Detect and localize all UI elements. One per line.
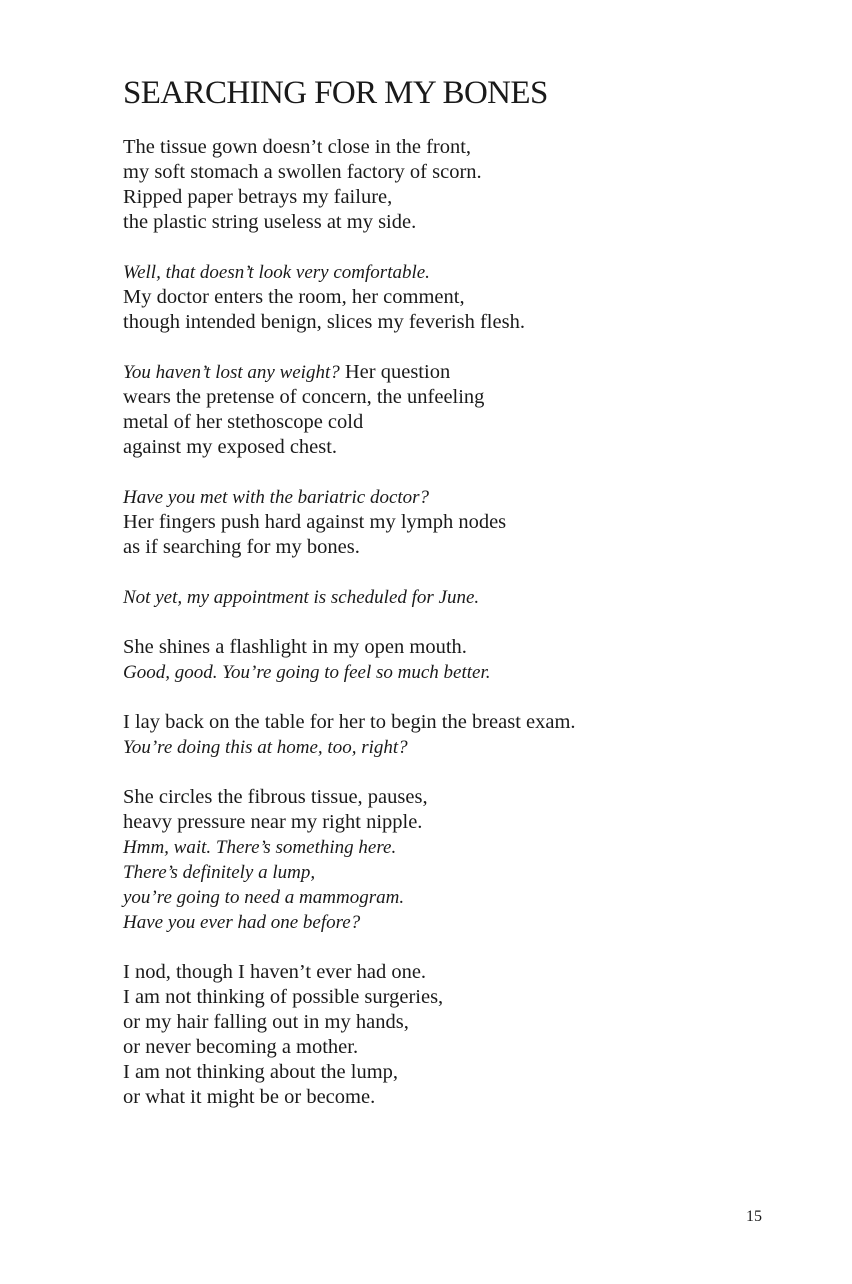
italic-speech: Have you met with the bariatric doctor? <box>123 487 430 508</box>
poem-body <box>123 135 763 1135</box>
poem-line <box>123 210 763 235</box>
poem-line <box>123 860 763 885</box>
poem-line <box>123 585 763 610</box>
poem-line <box>123 735 763 760</box>
poem-line <box>123 785 763 810</box>
italic-speech: There’s definitely a lump, <box>123 862 316 883</box>
page-number: 15 <box>746 1208 762 1225</box>
line-text: my soft stomach a swollen factory of scorn. <box>123 161 482 183</box>
poem-line <box>123 360 763 385</box>
poem-line <box>123 1060 763 1085</box>
line-text: I nod, though I haven’t ever had one. <box>123 961 427 983</box>
line-text: She circles the fibrous tissue, pauses, <box>123 786 428 808</box>
line-text: Ripped paper betrays my failure, <box>123 186 393 208</box>
poem-line <box>123 635 763 660</box>
poem-line <box>123 985 763 1010</box>
italic-speech: Have you ever had one before? <box>123 912 361 933</box>
line-text: the plastic string useless at my side. <box>123 211 417 233</box>
poem-line <box>123 910 763 935</box>
poem-line <box>123 410 763 435</box>
line-text: wears the pretense of concern, the unfeeling <box>123 386 485 408</box>
line-text: or my hair falling out in my hands, <box>123 1011 409 1033</box>
italic-speech: Hmm, wait. There’s something here. <box>123 837 397 858</box>
italic-speech: Not yet, my appointment is scheduled for June. <box>123 587 480 608</box>
poem-line <box>123 160 763 185</box>
line-text: I lay back on the table for her to begin the breast exam. <box>123 711 576 733</box>
stanza <box>123 785 763 935</box>
line-text: as if searching for my bones. <box>123 536 360 558</box>
poem-line <box>123 485 763 510</box>
poem-line <box>123 960 763 985</box>
poem-line <box>123 1035 763 1060</box>
poem-line <box>123 510 763 535</box>
line-text: against my exposed chest. <box>123 436 338 458</box>
poem-line <box>123 310 763 335</box>
poem-line <box>123 135 763 160</box>
line-text: I am not thinking of possible surgeries, <box>123 986 444 1008</box>
poem-line <box>123 810 763 835</box>
poem-line <box>123 1085 763 1110</box>
poem-line <box>123 885 763 910</box>
poem-line <box>123 185 763 210</box>
line-text: or never becoming a mother. <box>123 1036 359 1058</box>
poem-line <box>123 660 763 685</box>
line-text: Her fingers push hard against my lymph nodes <box>123 511 507 533</box>
line-text: My doctor enters the room, her comment, <box>123 286 465 308</box>
line-text: She shines a flashlight in my open mouth. <box>123 636 467 658</box>
stanza <box>123 135 763 235</box>
poem-line <box>123 710 763 735</box>
poem-line <box>123 835 763 860</box>
poem-line <box>123 535 763 560</box>
stanza <box>123 485 763 560</box>
poem-line <box>123 435 763 460</box>
poem-line <box>123 1010 763 1035</box>
italic-speech: you’re going to need a mammogram. <box>123 887 405 908</box>
line-text: though intended benign, slices my feverish flesh. <box>123 311 525 333</box>
line-text: I am not thinking about the lump, <box>123 1061 399 1083</box>
stanza <box>123 635 763 685</box>
italic-speech: Good, good. You’re going to feel so much better. <box>123 662 491 683</box>
poem-line <box>123 285 763 310</box>
italic-speech: Well, that doesn’t look very comfortable. <box>123 262 430 283</box>
line-text: The tissue gown doesn’t close in the front, <box>123 136 472 158</box>
line-text: metal of her stethoscope cold <box>123 411 364 433</box>
line-text: heavy pressure near my right nipple. <box>123 811 423 833</box>
italic-speech: You’re doing this at home, too, right? <box>123 737 408 758</box>
stanza <box>123 260 763 335</box>
italic-speech: You haven’t lost any weight? <box>123 362 340 383</box>
stanza <box>123 585 763 610</box>
line-text: Her question <box>339 361 451 383</box>
stanza <box>123 360 763 460</box>
stanza <box>123 960 763 1110</box>
line-text: or what it might be or become. <box>123 1086 376 1108</box>
poem-title: SEARCHING FOR MY BONES <box>123 75 548 111</box>
poem-line <box>123 260 763 285</box>
stanza <box>123 710 763 760</box>
poem-line <box>123 385 763 410</box>
